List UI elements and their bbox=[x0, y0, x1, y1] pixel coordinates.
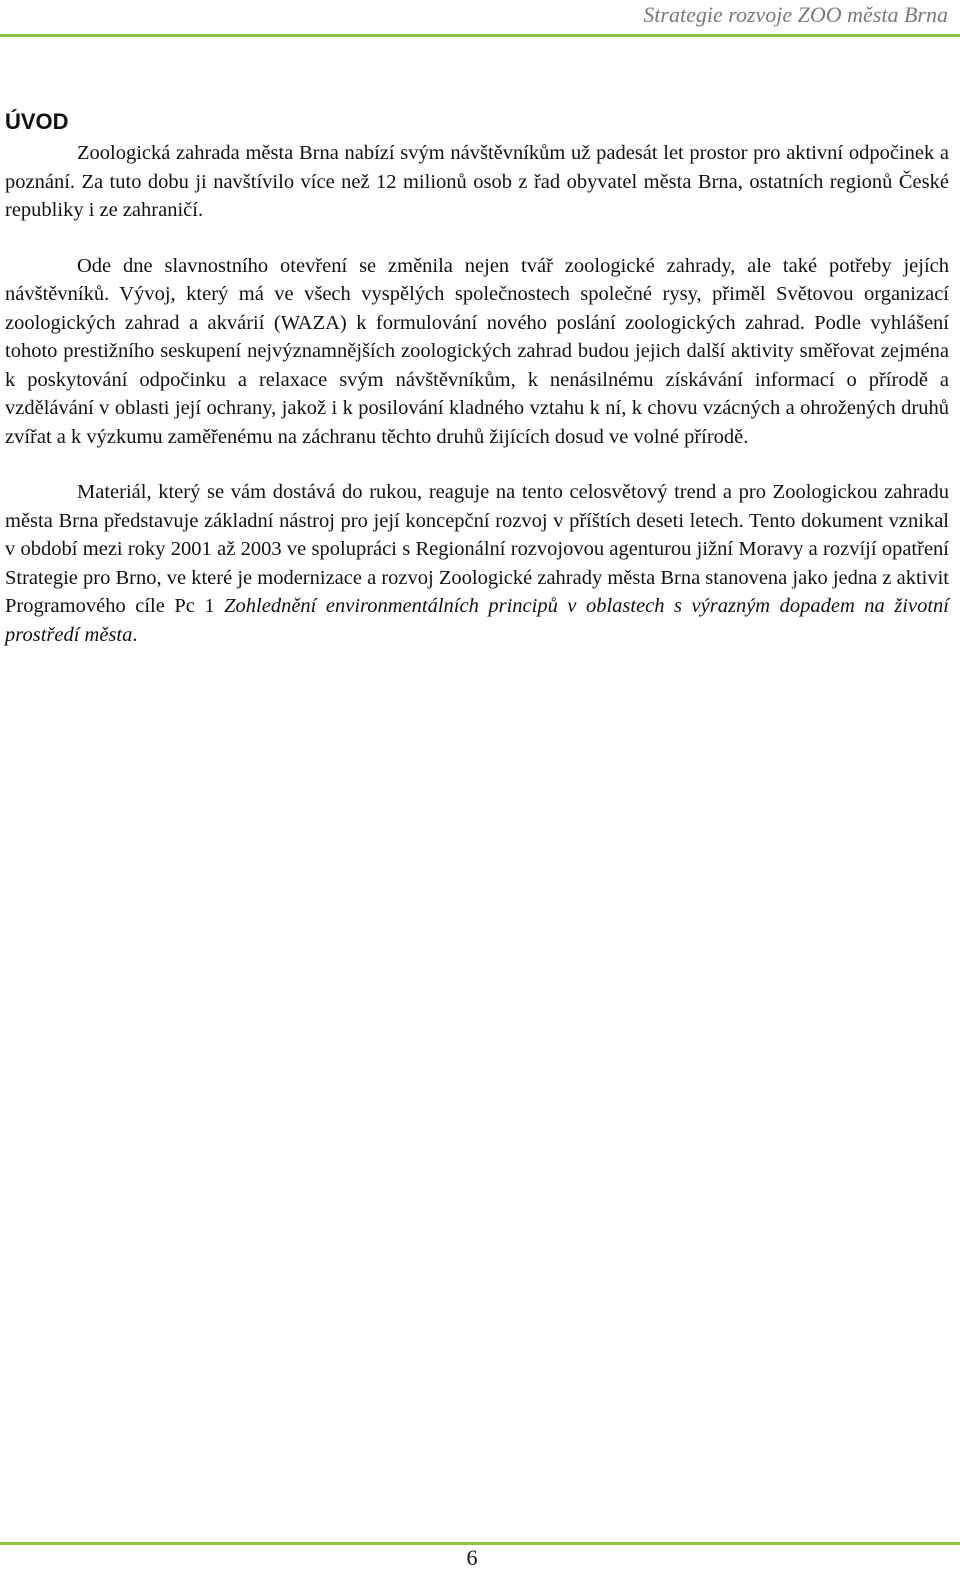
header-divider bbox=[0, 34, 960, 37]
header-title: Strategie rozvoje ZOO města Brna bbox=[643, 2, 948, 27]
paragraph-waza: Ode dne slavnostního otevření se změnila nejen tvář zoologické zahrady, ale také potřeby jejích návštěvníků. Vývoj, který má ve všech vyspělých společnostech společné rysy, přiměl Světovou organizací zoologických zahrad a akvárií (WAZA) k formulování nového poslání zoologických zahrad. Podle vyhlášení tohoto prestižního seskupení nejvýznamnějších zoologických zahrad budou jejich další aktivity směřovat zejména k poskytování odpočinku a relaxace svým návštěvníkům, k nenásilnému získávání informací o přírodě a vzdělávání v oblasti její ochrany, jakož i k posilování kladného vztahu k ní, k chovu vzácných a ohrožených druhů zvířat a k výzkumu zaměřenému na záchranu těchto druhů žijících dosud ve volné přírodě. bbox=[5, 254, 949, 448]
paragraph-material-text: Materiál, který se vám dostává do rukou, reaguje na tento celosvětový trend a pro Zoologickou zahradu města Brna představuje základní nástroj pro její koncepční rozvoj v příštích deseti letech. Tento dokument vznikal v období mezi roky 2001 až 2003 ve spolupráci s Regionální rozvojovou agenturou jižní Moravy a rozvíjí opatření Strategie pro Brno, ve které je modernizace a rozvoj Zoologické zahrady města Brna stanovena jako jedna z aktivit Programového cíle Pc 1 bbox=[5, 481, 949, 617]
document-body bbox=[5, 108, 949, 649]
page-header bbox=[0, 0, 960, 36]
paragraph-material bbox=[5, 478, 949, 649]
paragraph-material-end: . bbox=[132, 623, 138, 646]
paragraph-intro: Zoologická zahrada města Brna nabízí svým návštěvníkům už padesát let prostor pro aktivní odpočinek a poznání. Za tuto dobu ji navštívilo více než 12 milionů osob z řad obyvatel města Brna, ostatních regionů České republiky i ze zahraničí. bbox=[5, 142, 949, 221]
page-number: 6 bbox=[466, 1545, 478, 1570]
section-heading: ÚVOD bbox=[5, 109, 69, 134]
program-goal-title: Zohlednění environmentálních principů v oblastech s výrazným dopadem na životní prostředí města bbox=[5, 595, 949, 646]
